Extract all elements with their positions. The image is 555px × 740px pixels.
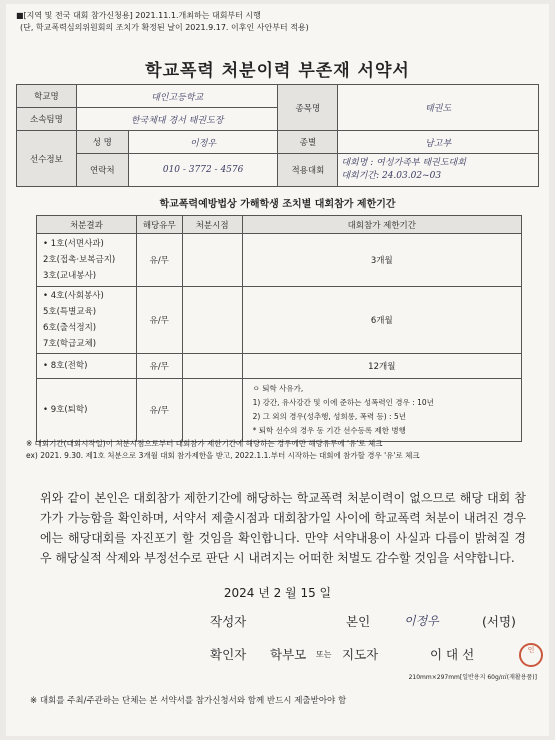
guide-name: 이 대 선 <box>430 647 475 662</box>
document-title: 학교폭력 처분이력 부존재 서약서 <box>145 61 410 81</box>
name-value: 이정우 <box>128 131 278 154</box>
affiliation-label: 소속팀명 <box>17 108 77 131</box>
limit-cell-1: 3개월 <box>242 234 521 287</box>
event-label: 종목명 <box>278 85 338 131</box>
timing-cell-3 <box>182 354 242 379</box>
header-note-2: (단, 학교폭력심의위원회의 조치가 확정된 날이 2021.9.17. 이후인 사안부터 적용) <box>20 23 309 32</box>
limit-cell-3: 12개월 <box>242 354 521 379</box>
guide-label: 지도자 <box>342 647 379 662</box>
player-info-label: 선수정보 <box>17 131 77 187</box>
competition-period: 대회기간: 24.03.02~03 <box>341 171 442 181</box>
contact-value: 010 - 3772 - 4576 <box>128 154 278 187</box>
timing-cell-1 <box>182 234 242 287</box>
school-value: 대인고등학교 <box>76 85 278 108</box>
confirmer-label: 확인자 <box>210 647 247 662</box>
limit-cell-4: ㅇ 퇴학 사유가, 1) 강간, 유사강간 및 이에 준하는 성폭력인 경우 : 10년 2) 그 외의 경우(성추행, 성희롱, 폭력 등) : 5년 * 퇴학 선수의 경우 동 기간 선수등록 제한 병행 <box>242 379 521 442</box>
pledge-date: 2024 년 2 월 15 일 <box>223 586 332 600</box>
result-cell-1: • 1호(서면사과) 2호(접촉·보복금지) 3호(교내봉사) <box>37 234 137 287</box>
competition-value <box>338 154 539 187</box>
timing-cell-4 <box>182 379 242 442</box>
header-timing: 처분시점 <box>182 216 242 234</box>
paper-spec: 210mm×297mm[일반용지 60g/㎡(재활용품)] <box>408 674 537 681</box>
applicable-cell-1[interactable]: 유/무 <box>136 234 182 287</box>
header-limit: 대회참가 제한기간 <box>242 216 521 234</box>
self-label: 본인 <box>346 614 371 629</box>
parent-label: 학부모 <box>270 647 307 662</box>
table-subtitle: 학교폭력예방법상 가해학생 조치별 대회참가 제한기간 <box>159 199 396 210</box>
category-label: 종별 <box>278 131 338 154</box>
sign-label: (서명) <box>482 614 516 629</box>
player-info-table <box>16 84 539 187</box>
competition-name: 대회명 : 여성가족부 태권도대회 <box>341 158 466 168</box>
name-label: 성 명 <box>76 131 128 154</box>
applicable-cell-2[interactable]: 유/무 <box>136 287 182 354</box>
footnote-1: ※ 대회기간(대회시작일)이 처분시점으로부터 대회참가 제한기간에 해당하는 경우에만 해당유무에 '유'로 체크 <box>26 439 383 448</box>
category-value: 남고부 <box>338 131 539 154</box>
timing-cell-2 <box>182 287 242 354</box>
self-name: 이정우 <box>404 614 439 628</box>
school-label: 학교명 <box>17 85 77 108</box>
competition-label: 적용대회 <box>278 154 338 187</box>
bottom-note: ※ 대회를 주최/주관하는 단체는 본 서약서를 참가신청서와 함께 반드시 제출받아야 함 <box>30 696 347 706</box>
result-cell-3: • 8호(전학) <box>37 354 137 379</box>
limit-cell-2: 6개월 <box>242 287 521 354</box>
header-applicable: 해당유무 <box>136 216 182 234</box>
or-label: 또는 <box>316 650 332 659</box>
applicable-cell-4[interactable]: 유/무 <box>136 379 182 442</box>
restriction-table <box>36 215 522 442</box>
header-note-1: ■[지역 및 전국 대회 참가신청용] 2021.11.1.개최하는 대회부터 시행 <box>16 11 261 20</box>
writer-label: 작성자 <box>210 614 247 629</box>
applicable-cell-3[interactable]: 유/무 <box>136 354 182 379</box>
result-cell-4: • 9호(퇴학) <box>37 379 137 442</box>
contact-label: 연락처 <box>76 154 128 187</box>
header-result: 처분결과 <box>37 216 137 234</box>
seal-stamp: 인 <box>519 643 543 667</box>
pledge-paragraph: 위와 같이 본인은 대회참가 제한기간에 해당하는 학교폭력 처분이력이 없으므로 해당 대회 참가가 가능함을 확인하며, 서약서 제출시점과 대회참가일 사이에 학교폭력 처분이 내려진 경우에는 해당대회를 자진포기 할 것임을 확인합니다. 만약 서약내용이 사실과 다름이 밝혀질 경우 해당실적 삭제와 부정선수로 판단 시 내려지는 어떠한 처벌도 감수할 것임을 서약합니다. <box>40 491 526 565</box>
result-cell-2: • 4호(사회봉사) 5호(특별교육) 6호(출석정지) 7호(학급교체) <box>37 287 137 354</box>
footnote-2: ex) 2021. 9.30. 제1호 처분으로 3개월 대회 참가제한을 받고, 2022.1.1.부터 시작하는 대회에 참가할 경우 '유'로 체크 <box>26 451 420 460</box>
affiliation-value: 한국체대 경서 태권도장 <box>76 108 278 131</box>
event-value: 태권도 <box>338 85 539 131</box>
document-page <box>6 4 549 736</box>
